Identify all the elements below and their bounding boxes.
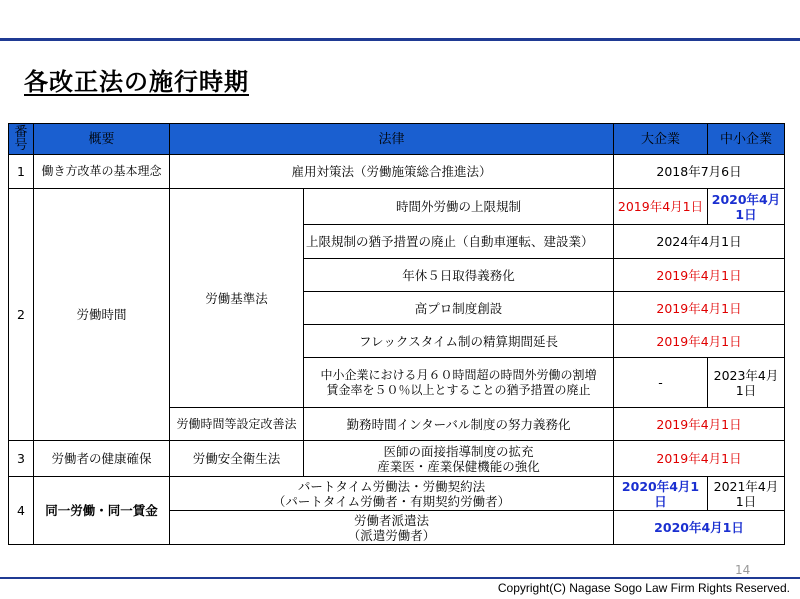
top-rule: [0, 38, 800, 41]
copyright: Copyright(C) Nagase Sogo Law Firm Rights Reserved.: [497, 581, 790, 595]
row-no: 4: [9, 477, 34, 545]
law-table: [8, 123, 785, 545]
row-summary: 働き方改革の基本理念: [34, 155, 170, 189]
row-no: 1: [9, 155, 34, 189]
row-content-line: 賃金率を５０％以上とすることの猶予措置の廃止: [326, 382, 591, 397]
row-law-line: （派遣労働者）: [347, 527, 436, 543]
row-date: 2019年4月1日: [614, 441, 785, 477]
row-date: 2019年4月1日: [614, 408, 785, 441]
row-content: [304, 441, 614, 477]
row-date-small: 2021年4月1日: [708, 477, 785, 511]
row-law-line: パートタイム労働法・労働契約法: [297, 478, 486, 494]
row-date-large: -: [614, 358, 708, 408]
row-summary: 労働者の健康確保: [34, 441, 170, 477]
row-law-group: 労働時間等設定改善法: [170, 408, 304, 441]
row-date-large: 2019年4月1日: [614, 189, 708, 225]
header-large: 大企業: [614, 124, 708, 155]
table-row: [9, 441, 785, 477]
row-law: 雇用対策法（労働施策総合推進法）: [170, 155, 614, 189]
table-row: [9, 189, 785, 225]
row-content: 勤務時間インターバル制度の努力義務化: [304, 408, 614, 441]
row-law: [170, 477, 614, 511]
row-content: 年休５日取得義務化: [304, 259, 614, 292]
row-content-line: 中小企業における月６０時間超の時間外労働の割増: [320, 367, 597, 382]
row-no: 3: [9, 441, 34, 477]
table-header-row: [9, 124, 785, 155]
row-date: 2019年4月1日: [614, 292, 785, 325]
page-number: 14: [735, 563, 751, 577]
header-law: 法律: [170, 124, 614, 155]
row-date: 2019年4月1日: [614, 325, 785, 358]
page-title: 各改正法の施行時期: [24, 68, 249, 96]
table-row: [9, 477, 785, 511]
bottom-rule: [0, 577, 800, 579]
row-content: 上限規制の猶予措置の廃止（自動車運転、建設業）: [304, 225, 614, 259]
row-content: 高プロ制度創設: [304, 292, 614, 325]
row-content-line: 医師の面接指導制度の拡充: [383, 443, 534, 459]
row-date: 2018年7月6日: [614, 155, 785, 189]
row-summary: 労働時間: [34, 189, 170, 441]
row-content: 時間外労働の上限規制: [304, 189, 614, 225]
header-no: 番号: [9, 124, 34, 155]
header-small: 中小企業: [708, 124, 785, 155]
row-law-group: 労働基準法: [170, 189, 304, 408]
header-summary: 概要: [34, 124, 170, 155]
row-law: [170, 511, 614, 545]
row-law-line: 労働者派遣法: [354, 512, 430, 528]
table-row: [9, 155, 785, 189]
row-content: フレックスタイム制の精算期間延長: [304, 325, 614, 358]
row-content: [304, 358, 614, 408]
row-date-small: 2020年4月1日: [708, 189, 785, 225]
row-summary: 同一労働・同一賃金: [34, 477, 170, 545]
row-law: 労働安全衛生法: [170, 441, 304, 477]
row-no: 2: [9, 189, 34, 441]
row-date: 2024年4月1日: [614, 225, 785, 259]
row-law-line: （パートタイム労働者・有期契約労働者）: [272, 493, 511, 509]
row-content-line: 産業医・産業保健機能の強化: [377, 458, 540, 474]
row-date: 2019年4月1日: [614, 259, 785, 292]
row-date: 2020年4月1日: [614, 511, 785, 545]
row-date-large: 2020年4月1日: [614, 477, 708, 511]
row-date-small: 2023年4月1日: [708, 358, 785, 408]
